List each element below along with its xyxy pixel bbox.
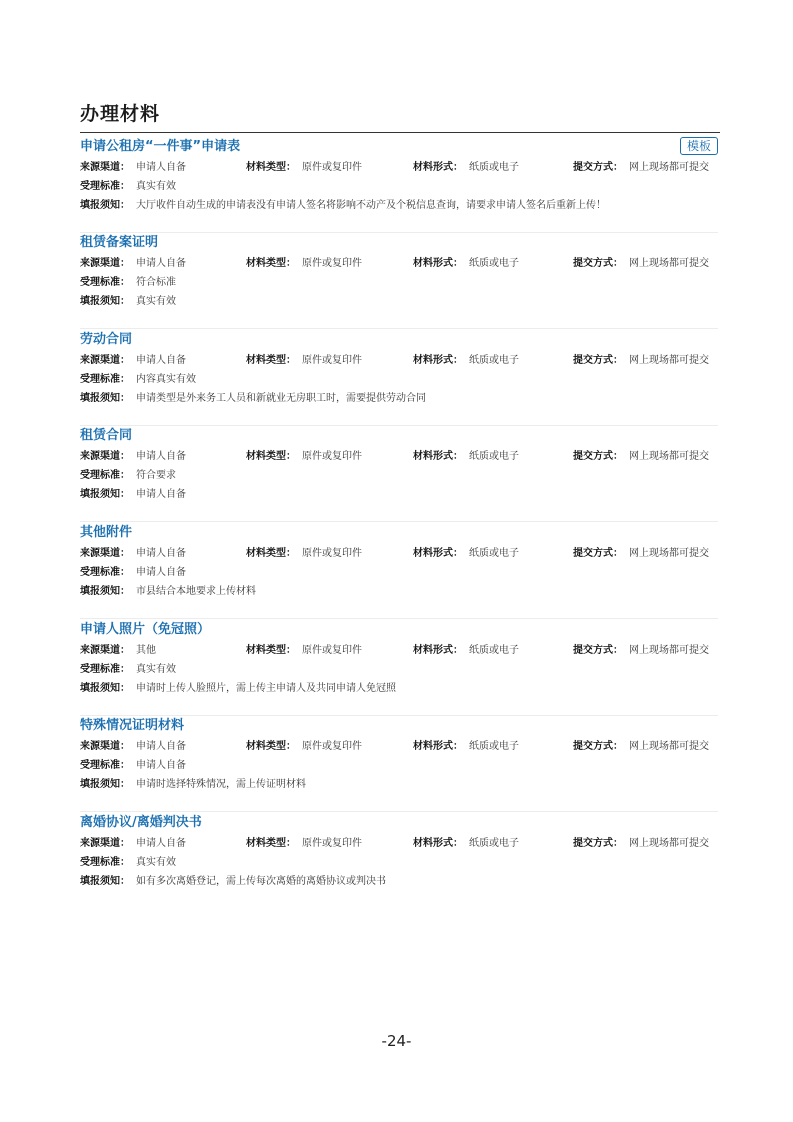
submit-label: 提交方式：	[573, 355, 623, 366]
standard-value: 符合要求	[136, 470, 176, 481]
notice-row	[80, 389, 718, 408]
notice-value: 申请时上传人脸照片，需上传主申请人及共同申请人免冠照	[136, 683, 396, 694]
standard-row	[80, 853, 718, 872]
type-value: 原件或复印件	[302, 451, 362, 462]
notice-label: 填报须知：	[80, 683, 130, 694]
notice-value: 真实有效	[136, 296, 176, 307]
type-value: 原件或复印件	[302, 258, 362, 269]
standard-row	[80, 466, 718, 485]
notice-label: 填报须知：	[80, 200, 130, 211]
type-label: 材料类型：	[246, 258, 296, 269]
standard-value: 真实有效	[136, 181, 176, 192]
material-title: 其他附件	[80, 525, 133, 540]
submit-label: 提交方式：	[573, 741, 623, 752]
type-label: 材料类型：	[246, 162, 296, 173]
standard-value: 申请人自备	[136, 760, 186, 771]
source-value: 申请人自备	[136, 162, 186, 173]
standard-value: 符合标准	[136, 277, 176, 288]
material-meta-row	[80, 447, 718, 466]
form-value: 纸质或电子	[469, 645, 519, 656]
material-item	[80, 329, 718, 426]
source-value: 申请人自备	[136, 258, 186, 269]
type-value: 原件或复印件	[302, 162, 362, 173]
material-title: 离婚协议/离婚判决书	[80, 815, 202, 830]
type-label: 材料类型：	[246, 838, 296, 849]
notice-value: 如有多次离婚登记，需上传每次离婚的离婚协议或判决书	[136, 876, 386, 887]
material-item	[80, 232, 718, 329]
submit-value: 网上现场都可提交	[629, 548, 709, 559]
notice-label: 填报须知：	[80, 876, 130, 887]
notice-value: 申请人自备	[136, 489, 186, 500]
source-value: 申请人自备	[136, 838, 186, 849]
source-value: 申请人自备	[136, 451, 186, 462]
standard-row	[80, 273, 718, 292]
notice-row	[80, 775, 718, 794]
material-item	[80, 136, 718, 233]
material-title: 劳动合同	[80, 332, 133, 347]
standard-label: 受理标准：	[80, 857, 130, 868]
notice-label: 填报须知：	[80, 393, 130, 404]
type-value: 原件或复印件	[302, 645, 362, 656]
standard-value: 真实有效	[136, 857, 176, 868]
form-label: 材料形式：	[413, 548, 463, 559]
source-label: 来源渠道：	[80, 258, 130, 269]
type-value: 原件或复印件	[302, 355, 362, 366]
form-value: 纸质或电子	[469, 451, 519, 462]
notice-row	[80, 292, 718, 311]
material-meta-row	[80, 737, 718, 756]
form-value: 纸质或电子	[469, 838, 519, 849]
template-button[interactable]: 模板	[680, 137, 718, 155]
standard-row	[80, 370, 718, 389]
source-label: 来源渠道：	[80, 355, 130, 366]
material-meta-row	[80, 254, 718, 273]
form-label: 材料形式：	[413, 258, 463, 269]
standard-row	[80, 563, 718, 582]
submit-value: 网上现场都可提交	[629, 162, 709, 173]
source-value: 申请人自备	[136, 355, 186, 366]
notice-label: 填报须知：	[80, 779, 130, 790]
type-label: 材料类型：	[246, 548, 296, 559]
standard-row	[80, 660, 718, 679]
form-value: 纸质或电子	[469, 548, 519, 559]
section-title: 办理材料	[80, 99, 720, 133]
material-item	[80, 425, 718, 522]
type-value: 原件或复印件	[302, 548, 362, 559]
submit-label: 提交方式：	[573, 451, 623, 462]
notice-row	[80, 582, 718, 601]
notice-row	[80, 196, 718, 215]
standard-label: 受理标准：	[80, 760, 130, 771]
type-label: 材料类型：	[246, 645, 296, 656]
notice-row	[80, 485, 718, 504]
standard-label: 受理标准：	[80, 277, 130, 288]
material-meta-row	[80, 834, 718, 853]
notice-row	[80, 872, 718, 891]
notice-value: 大厅收件自动生成的申请表没有申请人签名将影响不动产及个税信息查询，请要求申请人签名后重新上传！	[136, 200, 606, 211]
type-label: 材料类型：	[246, 741, 296, 752]
material-item	[80, 715, 718, 812]
submit-value: 网上现场都可提交	[629, 741, 709, 752]
material-title: 特殊情况证明材料	[80, 718, 185, 733]
page-number: -24-	[381, 1032, 412, 1050]
notice-value: 申请时选择特殊情况，需上传证明材料	[136, 779, 306, 790]
submit-value: 网上现场都可提交	[629, 355, 709, 366]
material-item	[80, 522, 718, 619]
source-label: 来源渠道：	[80, 741, 130, 752]
source-label: 来源渠道：	[80, 451, 130, 462]
standard-row	[80, 756, 718, 775]
type-label: 材料类型：	[246, 451, 296, 462]
submit-label: 提交方式：	[573, 548, 623, 559]
material-title: 申请人照片（免冠照）	[80, 622, 211, 637]
notice-label: 填报须知：	[80, 296, 130, 307]
submit-value: 网上现场都可提交	[629, 838, 709, 849]
source-label: 来源渠道：	[80, 838, 130, 849]
notice-label: 填报须知：	[80, 489, 130, 500]
notice-value: 市县结合本地要求上传材料	[136, 586, 256, 597]
material-item	[80, 812, 718, 908]
standard-label: 受理标准：	[80, 470, 130, 481]
source-value: 申请人自备	[136, 741, 186, 752]
material-meta-row	[80, 641, 718, 660]
form-label: 材料形式：	[413, 741, 463, 752]
form-label: 材料形式：	[413, 162, 463, 173]
form-value: 纸质或电子	[469, 355, 519, 366]
notice-label: 填报须知：	[80, 586, 130, 597]
standard-label: 受理标准：	[80, 181, 130, 192]
submit-value: 网上现场都可提交	[629, 645, 709, 656]
submit-label: 提交方式：	[573, 258, 623, 269]
standard-label: 受理标准：	[80, 664, 130, 675]
submit-value: 网上现场都可提交	[629, 451, 709, 462]
source-label: 来源渠道：	[80, 645, 130, 656]
standard-value: 申请人自备	[136, 567, 186, 578]
notice-row	[80, 679, 718, 698]
material-item	[80, 619, 718, 716]
source-label: 来源渠道：	[80, 548, 130, 559]
material-title: 申请公租房“一件事”申请表	[80, 139, 241, 154]
form-value: 纸质或电子	[469, 258, 519, 269]
type-value: 原件或复印件	[302, 838, 362, 849]
material-title: 租赁备案证明	[80, 235, 159, 250]
standard-row	[80, 177, 718, 196]
source-label: 来源渠道：	[80, 162, 130, 173]
source-value: 申请人自备	[136, 548, 186, 559]
material-meta-row	[80, 158, 718, 177]
type-label: 材料类型：	[246, 355, 296, 366]
material-meta-row	[80, 544, 718, 563]
standard-value: 内容真实有效	[136, 374, 196, 385]
submit-label: 提交方式：	[573, 645, 623, 656]
form-label: 材料形式：	[413, 838, 463, 849]
standard-value: 真实有效	[136, 664, 176, 675]
material-meta-row	[80, 351, 718, 370]
form-label: 材料形式：	[413, 645, 463, 656]
form-value: 纸质或电子	[469, 741, 519, 752]
submit-label: 提交方式：	[573, 162, 623, 173]
material-title: 租赁合同	[80, 428, 133, 443]
submit-label: 提交方式：	[573, 838, 623, 849]
standard-label: 受理标准：	[80, 374, 130, 385]
notice-value: 申请类型是外来务工人员和新就业无房职工时，需要提供劳动合同	[136, 393, 426, 404]
source-value: 其他	[136, 645, 156, 656]
form-label: 材料形式：	[413, 355, 463, 366]
form-label: 材料形式：	[413, 451, 463, 462]
form-value: 纸质或电子	[469, 162, 519, 173]
standard-label: 受理标准：	[80, 567, 130, 578]
submit-value: 网上现场都可提交	[629, 258, 709, 269]
type-value: 原件或复印件	[302, 741, 362, 752]
